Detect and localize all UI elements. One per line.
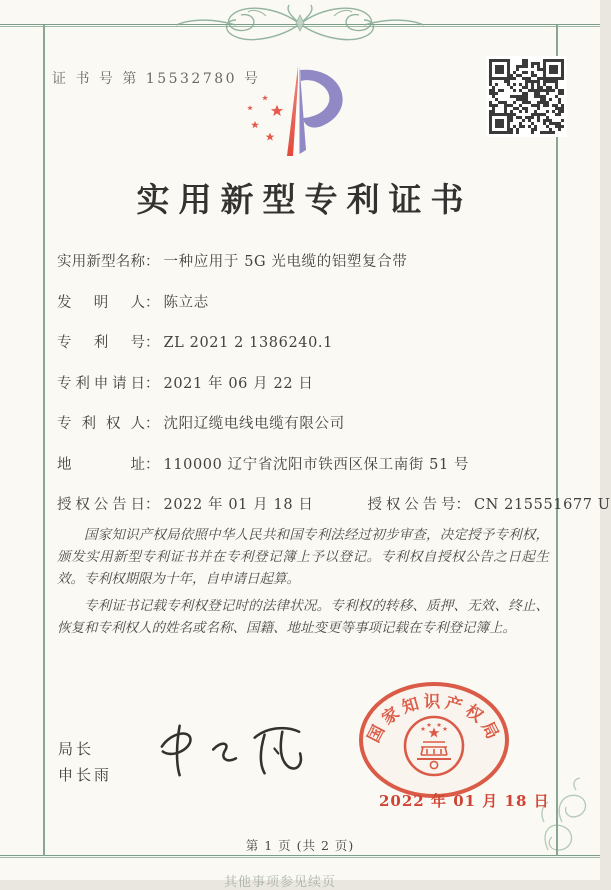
- cnipa-red-seal: [356, 678, 512, 802]
- field-grant-row: [57, 493, 611, 513]
- field-grant-number: [367, 497, 610, 513]
- field-label: 专利申请日: [57, 375, 145, 392]
- field-value: 2021 年 06 月 22 日: [163, 375, 314, 392]
- colon: ：: [145, 416, 160, 432]
- page-number: 第 1 页 (共 2 页): [245, 838, 355, 853]
- director-title: 局长: [58, 740, 95, 758]
- certificate-title: 实用新型专利证书: [136, 180, 473, 219]
- seal-date: 2022 年 01 月 18 日: [379, 792, 550, 810]
- director-block: [58, 736, 112, 788]
- cnipa-logo: [243, 58, 353, 166]
- top-flourish-ornament: [140, 2, 460, 50]
- colon: ：: [145, 497, 160, 513]
- field-label: 实用新型名称: [57, 254, 145, 270]
- field-value: 陈立志: [163, 294, 209, 311]
- field-grant-date: [57, 497, 313, 513]
- seal-arc-text: 国家知识产权局: [363, 692, 505, 746]
- field-value: 沈阳辽缆电线电缆有限公司: [163, 416, 345, 432]
- border-left-line: [43, 25, 45, 856]
- field-value: 110000 辽宁省沈阳市铁西区保工南街 51 号: [163, 456, 470, 473]
- field-label: 授权公告号: [367, 497, 456, 513]
- field-value: ZL 2021 2 1386240.1: [163, 335, 333, 351]
- colon: ：: [145, 375, 160, 392]
- director-signature-handwriting: [150, 712, 308, 790]
- colon: ：: [145, 456, 160, 473]
- field-label: 发明人: [57, 294, 145, 311]
- field-label: 专利号: [57, 335, 145, 351]
- certificate-fields: [57, 250, 611, 534]
- field-label: 地址: [57, 456, 145, 473]
- legal-text: [57, 524, 549, 644]
- legal-paragraph-1: 国家知识产权局依照中华人民共和国专利法经过初步审查，决定授予专利权，颁发实用新型专利证书并在专利登记簿上予以登记。专利权自授权公告之日起生效。专利权期限为十年，自申请日起算。: [57, 527, 549, 587]
- qr-code: [486, 56, 567, 137]
- field-label: 专利权人: [57, 416, 145, 432]
- field-patent-number: [57, 331, 552, 350]
- field-value: 2022 年 01 月 18 日: [163, 497, 314, 513]
- field-patentee: [57, 412, 552, 431]
- colon: ：: [145, 294, 160, 311]
- field-label: 授权公告日: [57, 497, 145, 513]
- field-inventor: [57, 291, 552, 310]
- colon: ：: [145, 254, 160, 270]
- field-utility-model-name: [57, 250, 552, 269]
- colon: ：: [145, 335, 160, 351]
- field-address: [57, 453, 552, 472]
- field-value: 一种应用于 5G 光电缆的铝塑复合带: [163, 254, 408, 270]
- legal-paragraph-2: 专利证书记载专利权登记时的法律状况。专利权的转移、质押、无效、终止、恢复和专利权人的姓名或名称、国籍、地址变更等事项记载在专利登记簿上。: [57, 598, 549, 636]
- field-application-date: [57, 372, 552, 391]
- logo-p-bowl: [300, 70, 343, 128]
- colon: ：: [455, 497, 470, 513]
- certificate-number: 证 书 号 第 15532780 号: [52, 71, 261, 87]
- border-bottom-line: [0, 855, 600, 858]
- field-value: CN 215551677 U: [473, 497, 611, 513]
- next-page-cutoff-text: 其他事项参见续页: [223, 875, 336, 890]
- border-right-line: [556, 25, 558, 856]
- director-name: 申长雨: [58, 766, 113, 784]
